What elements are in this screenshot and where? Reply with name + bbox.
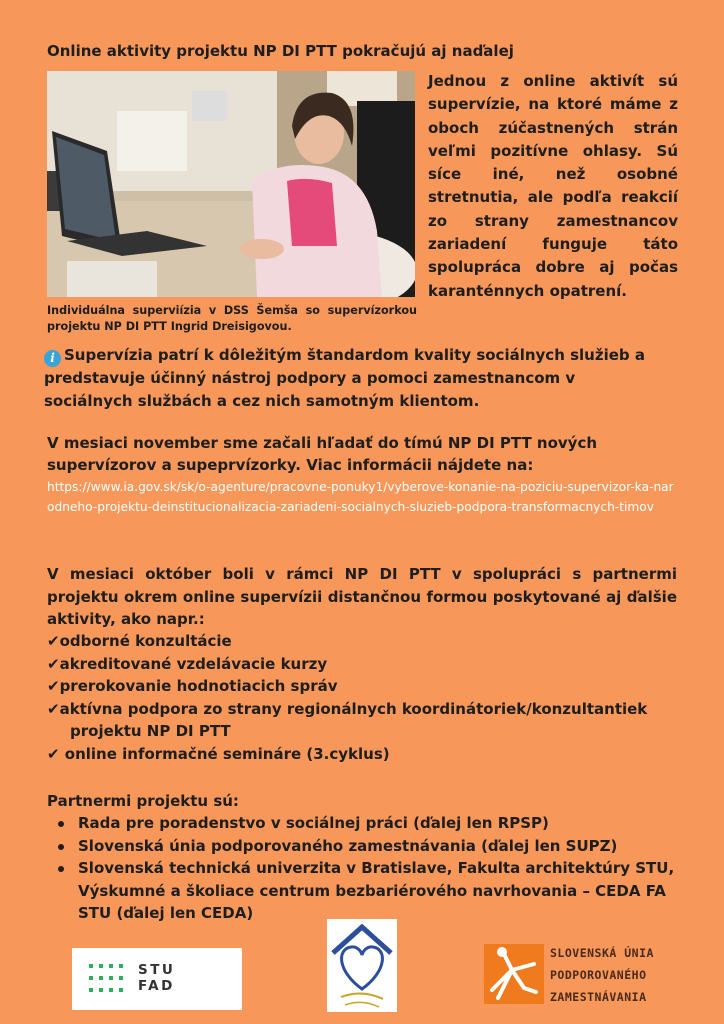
list-item: Slovenská technická univerzita v Bratislave, Fakulta architektúry STU, Výskumné a školiace centrum bezbariérového navrhovania – CEDA FA STU (ďalej len CEDA) bbox=[56, 857, 686, 925]
supz-logo bbox=[484, 940, 684, 1012]
page-title: Online aktivity projektu NP DI PTT pokračujú aj naďalej bbox=[47, 42, 514, 60]
list-item: ✔ online informačné semináre (3.cyklus) bbox=[47, 744, 390, 763]
supervision-photo bbox=[47, 71, 415, 297]
stu-logo-text: STU FAD bbox=[138, 962, 176, 994]
info-paragraph bbox=[44, 344, 664, 412]
partners-list bbox=[56, 812, 686, 925]
list-item: ✔prerokovanie hodnotiacich správ bbox=[47, 677, 338, 695]
list-item: Slovenská únia podporovaného zamestnávania (ďalej len SUPZ) bbox=[56, 835, 686, 858]
intro-paragraph: Jednou z online aktivít sú supervízie, na ktoré máme z oboch zúčastnených strán veľmi pozitívne ohlasy. Sú síce iné, než osobné stretnutia, ale podľa reakcií zo strany zamestnancov zariadení funguje táto spolupráca dobre aj počas karanténnych opatrení. bbox=[428, 72, 678, 300]
partners-heading: Partnermi projektu sú: bbox=[47, 792, 239, 810]
list-item: ✔akreditované vzdelávacie kurzy bbox=[47, 654, 328, 673]
list-item-continuation: projektu NP DI PTT bbox=[70, 722, 231, 740]
stu-fad-logo bbox=[72, 948, 242, 1010]
photo-caption: Individuálna superviízia v DSS Šemša so supervízorkou projektu NP DI PTT Ingrid Dreisigovou. bbox=[47, 304, 417, 333]
list-item: ✔aktívna podpora zo strany regionálnych koordinátoriek/konzultantiek bbox=[47, 699, 648, 718]
heart-house-icon bbox=[327, 919, 397, 1012]
supz-logo-text: SLOVENSKÁ ÚNIA PODPOROVANÉHO ZAMESTNÁVANIA bbox=[550, 946, 654, 1004]
october-paragraph: V mesiaci október boli v rámci NP DI PTT v spolupráci s partnermi projektu okrem online supervízii distančnou formou poskytované aj ďalšie aktivity, ako napr.: bbox=[47, 565, 677, 628]
photo-illustration bbox=[47, 71, 415, 297]
supz-figure-icon bbox=[484, 940, 544, 1006]
activities-list bbox=[47, 630, 687, 765]
list-item: ✔odborné konzultácie bbox=[47, 632, 232, 650]
list-item: Rada pre poradenstvo v sociálnej práci (ďalej len RPSP) bbox=[56, 812, 686, 835]
heart-house-logo bbox=[327, 919, 397, 1012]
info-icon: i bbox=[44, 350, 61, 367]
job-offer-link[interactable]: https://www.ia.gov.sk/sk/o-agenture/pracovne-ponuky1/vyberove-konanie-na-poziciu-supervizor-ka-narodneho-projektu-deinstitucionalizacia-zariadeni-socialnych-sluzieb-podpora-transformacnych-timov bbox=[47, 480, 674, 514]
november-paragraph: V mesiaci november sme začali hľadať do tímú NP DI PTT nových supervízorov a supeprvízorky. Viac informácii nájdete na: bbox=[47, 434, 598, 474]
info-text: Supervízia patrí k dôležitým štandardom kvality sociálnych služieb a predstavuje účinný nástroj podpory a pomoci zamestnancom v sociálnych službách a cez nich samotným klientom. bbox=[44, 346, 645, 410]
stu-dots-icon bbox=[89, 964, 133, 994]
